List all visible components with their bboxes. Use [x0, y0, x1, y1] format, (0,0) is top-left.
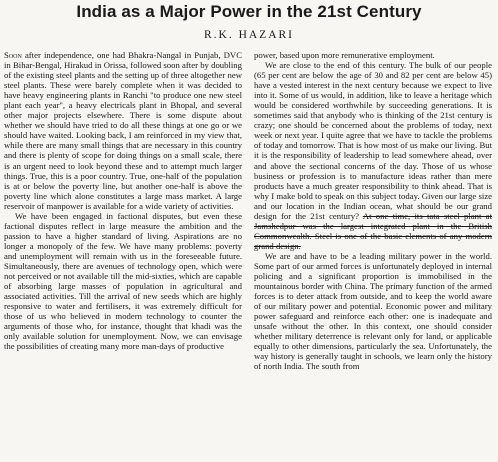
right-paragraph-2: We are and have to be a leading military power in the world. Some part of our armed forces is unfortunately deployed in internal policing and a significant proportion is immobilised in the mountainous border with China. The primary function of the armed forces is to deter attack from outside, and to keep the world aware of our military power and potential. Economic power and military power safeguard and reinforce each other: one is inadequate and unsafe without the other. In this context, one should consider whether military deterrence is relevant only for land, or applicable equally to other dimensions, particularly the sea. Unfortunately, the way history is generally taught in schools, we learn only the history of north India. The south from — [254, 250, 492, 372]
article-author: R.K. HAZARI — [203, 29, 295, 41]
left-column — [4, 50, 242, 351]
article-title: India as a Major Power in the 21st Century — [76, 2, 422, 21]
left-paragraph-1-text: after independence, one had Bhakra-Nangal in Punjab, DVC in Bihar-Bengal, Hirakud in Orissa, followed soon after by doubling of the existing steel plants and the setting up of three altogether new steel plants. These were barely complete when it was decided to have heavy engineering plants in Ranchi "to produce one new steel plant each year", a heavy electricals plant in Bhopal, and several other major projects elsewhere. There is some dispute about whether we should have tried to do all these things at one go or we should have waited. Looking back, I am reinforced in my view that, while there are many small things that are necessary in this country and there is plenty of scope for doing things on a small scale, there is an urgent need to look beyond these and to attempt much larger things. True, this is a poor country. True, one-half of the population is at or below the poverty line, but another one-half is above the poverty line which alone constitutes a large mass market. A large reservoir of manpower is available for a wide variety of activities. — [4, 50, 242, 211]
struck-through-text: At one time, its tata steel plant at Jamshedpur was the largest integrated plant in the British Commonwealth. Steel is one of the basic elements of any modern grand design. — [254, 210, 492, 251]
left-paragraph-1 — [4, 50, 242, 211]
left-paragraph-2: We have been engaged in factional disputes, but even these factional disputes reflect in large measure the ambition and the passion to have a higher standard of living. Aspirations are no longer a monopoly of the few. We have many problems: poverty and unemployment will remain with us in the foreseeable future. Simultaneously, there are avenues of technology open, which were not perceived or not available till the mid-sixties, which are capable of absorbing large masses of population in agricultural and associated activities. Till the arrival of new seeds which are highly responsive to water and fertilisers, it was extremely difficult for those of us who believed in modern technology to counter the arguments of those who, for instance, thought that khadi was the only available solution for unemployment. Now, we can envisage the possibilities of creating many more man-days of productive — [4, 210, 242, 352]
right-paragraph-1-text: We are close to the end of this century. The bulk of our people (65 per cent are below the age of 30 and 82 per cent are below 45) have a vested interest in the next century because we expect to live into it. Some of us would, in addition, like to leave a heritage which would be considered worthwhile by succeeding generations. It is sometimes said that anybody who is thinking of the 21st century is crazy; one should be concerned about the problems of today, next week or next year. I quite agree that we have to tackle the problems of today and tomorrow. That is how most of us make our living. But it is the responsibility of leadership to lead somewhere ahead, over and above the sectional concerns of the day. Those of us whose business or profession is to manufacture ideas rather than mere products have a much greater responsibility to think ahead. That is why I make bold to speak on this subject today. Given our large size and our location in the Indian ocean, what should be our grand design for the 21st century? — [254, 60, 492, 221]
drop-cap-word: Soon — [4, 50, 22, 60]
right-paragraph-1 — [254, 60, 492, 251]
right-paragraph-0: power, based upon more remunerative employment. — [254, 50, 435, 60]
right-column — [254, 50, 492, 372]
